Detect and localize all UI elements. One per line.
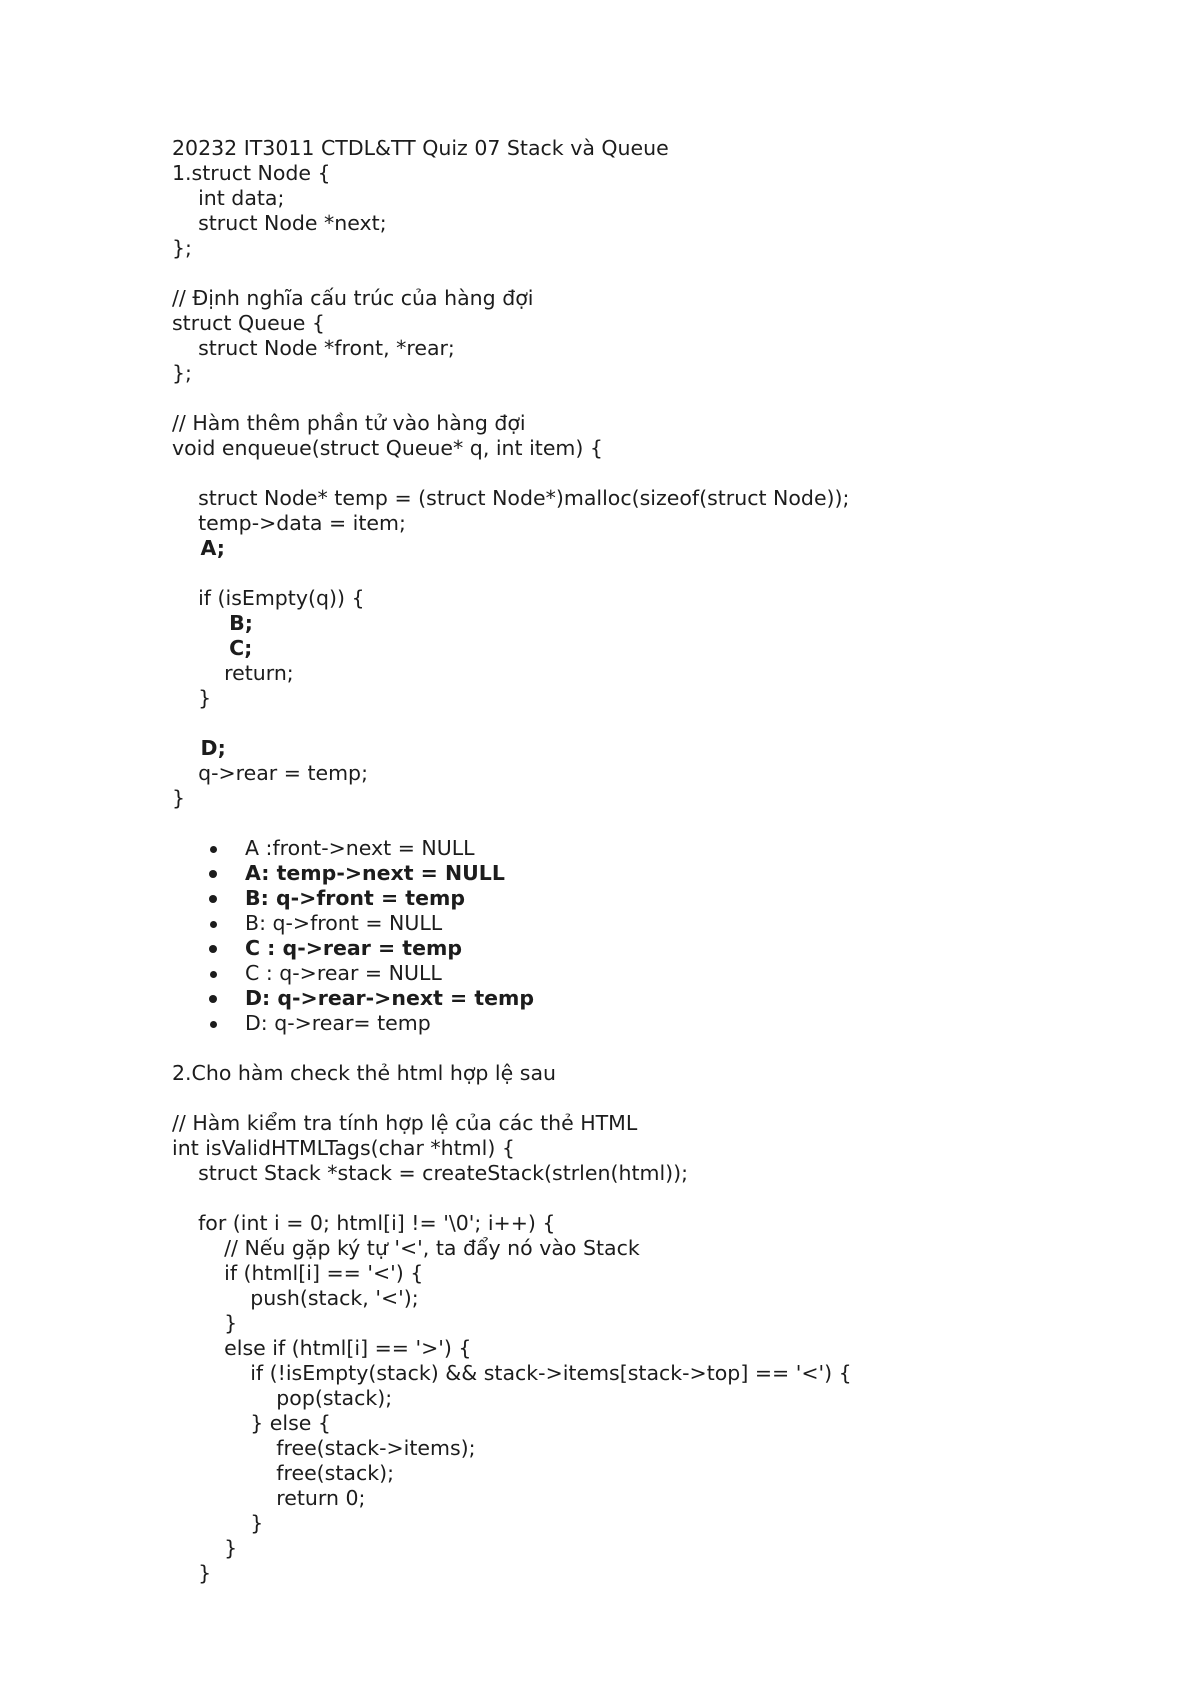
code-line	[172, 561, 1152, 586]
code-line: for (int i = 0; html[i] != '\0'; i++) {	[172, 1211, 556, 1235]
code-line: }	[172, 1561, 212, 1585]
code-line: C;	[172, 636, 253, 660]
code-line: }	[172, 686, 212, 710]
answer-option-correct	[172, 861, 1152, 886]
code-line: return;	[172, 661, 294, 685]
code-line: else if (html[i] == '>') {	[172, 1336, 472, 1360]
code-line: int data;	[172, 186, 285, 210]
answer-option	[172, 911, 1152, 936]
code-line: } else {	[172, 1411, 331, 1435]
bullet-icon	[210, 971, 217, 978]
spacer	[172, 1086, 1152, 1111]
spacer	[172, 811, 1152, 836]
answer-option-text: C : q->rear = NULL	[245, 961, 442, 985]
code-line: // Hàm thêm phần tử vào hàng đợi	[172, 411, 526, 435]
bullet-icon	[209, 945, 217, 953]
code-line: // Định nghĩa cấu trúc của hàng đợi	[172, 286, 534, 310]
code-line: struct Node* temp = (struct Node*)malloc(sizeof(struct Node));	[172, 486, 850, 510]
code-line: // Nếu gặp ký tự '<', ta đẩy nó vào Stack	[172, 1236, 640, 1260]
code-line: D;	[172, 736, 226, 760]
code-line: A;	[172, 536, 225, 560]
code-line: if (isEmpty(q)) {	[172, 586, 365, 610]
code-line	[172, 461, 1152, 486]
question-2-heading: 2.Cho hàm check thẻ html hợp lệ sau	[172, 1061, 556, 1085]
answer-option	[172, 1011, 1152, 1036]
code-line: struct Node *next;	[172, 211, 387, 235]
answer-option-text: A :front->next = NULL	[245, 836, 475, 860]
answer-option-text: A: temp->next = NULL	[245, 861, 505, 885]
code-line: }	[172, 1311, 238, 1335]
code-line: struct Stack *stack = createStack(strlen(html));	[172, 1161, 689, 1185]
answer-option-text: D: q->rear->next = temp	[245, 986, 535, 1010]
answer-option-correct	[172, 986, 1152, 1011]
bullet-icon	[209, 870, 217, 878]
answer-option-text: B: q->front = temp	[245, 886, 466, 910]
spacer	[172, 1036, 1152, 1061]
code-line: if (html[i] == '<') {	[172, 1261, 424, 1285]
bullet-icon	[210, 846, 217, 853]
question-1-options-list	[172, 836, 1152, 1036]
answer-option-text: C : q->rear = temp	[245, 936, 463, 960]
code-line: 1.struct Node {	[172, 161, 331, 185]
bullet-icon	[210, 1021, 217, 1028]
code-line: void enqueue(struct Queue* q, int item) {	[172, 436, 603, 460]
code-line	[172, 711, 1152, 736]
code-line: };	[172, 236, 192, 260]
question-2-code-block	[172, 1111, 1152, 1586]
document-title: 20232 IT3011 CTDL&TT Quiz 07 Stack và Queue	[172, 136, 669, 160]
code-line: pop(stack);	[172, 1386, 393, 1410]
code-line: struct Queue {	[172, 311, 325, 335]
answer-option-correct	[172, 936, 1152, 961]
code-line	[172, 1186, 1152, 1211]
answer-option-text: D: q->rear= temp	[245, 1011, 431, 1035]
bullet-icon	[209, 995, 217, 1003]
code-line: q->rear = temp;	[172, 761, 368, 785]
code-line: temp->data = item;	[172, 511, 406, 535]
code-line: free(stack);	[172, 1461, 395, 1485]
answer-option	[172, 836, 1152, 861]
code-line	[172, 386, 1152, 411]
code-line: }	[172, 1536, 238, 1560]
code-line: // Hàm kiểm tra tính hợp lệ của các thẻ HTML	[172, 1111, 638, 1135]
code-line: B;	[172, 611, 253, 635]
answer-option-text: B: q->front = NULL	[245, 911, 443, 935]
code-line: };	[172, 361, 192, 385]
code-line	[172, 261, 1152, 286]
bullet-icon	[209, 895, 217, 903]
code-line: push(stack, '<');	[172, 1286, 419, 1310]
document-page	[172, 136, 1152, 1586]
code-line: int isValidHTMLTags(char *html) {	[172, 1136, 515, 1160]
bullet-icon	[210, 921, 217, 928]
answer-option	[172, 961, 1152, 986]
code-line: return 0;	[172, 1486, 366, 1510]
code-line: struct Node *front, *rear;	[172, 336, 455, 360]
code-line: }	[172, 1511, 264, 1535]
code-line: if (!isEmpty(stack) && stack->items[stack->top] == '<') {	[172, 1361, 852, 1385]
code-line: free(stack->items);	[172, 1436, 476, 1460]
question-1-code-block	[172, 161, 1152, 811]
answer-option-correct	[172, 886, 1152, 911]
code-line: }	[172, 786, 186, 810]
